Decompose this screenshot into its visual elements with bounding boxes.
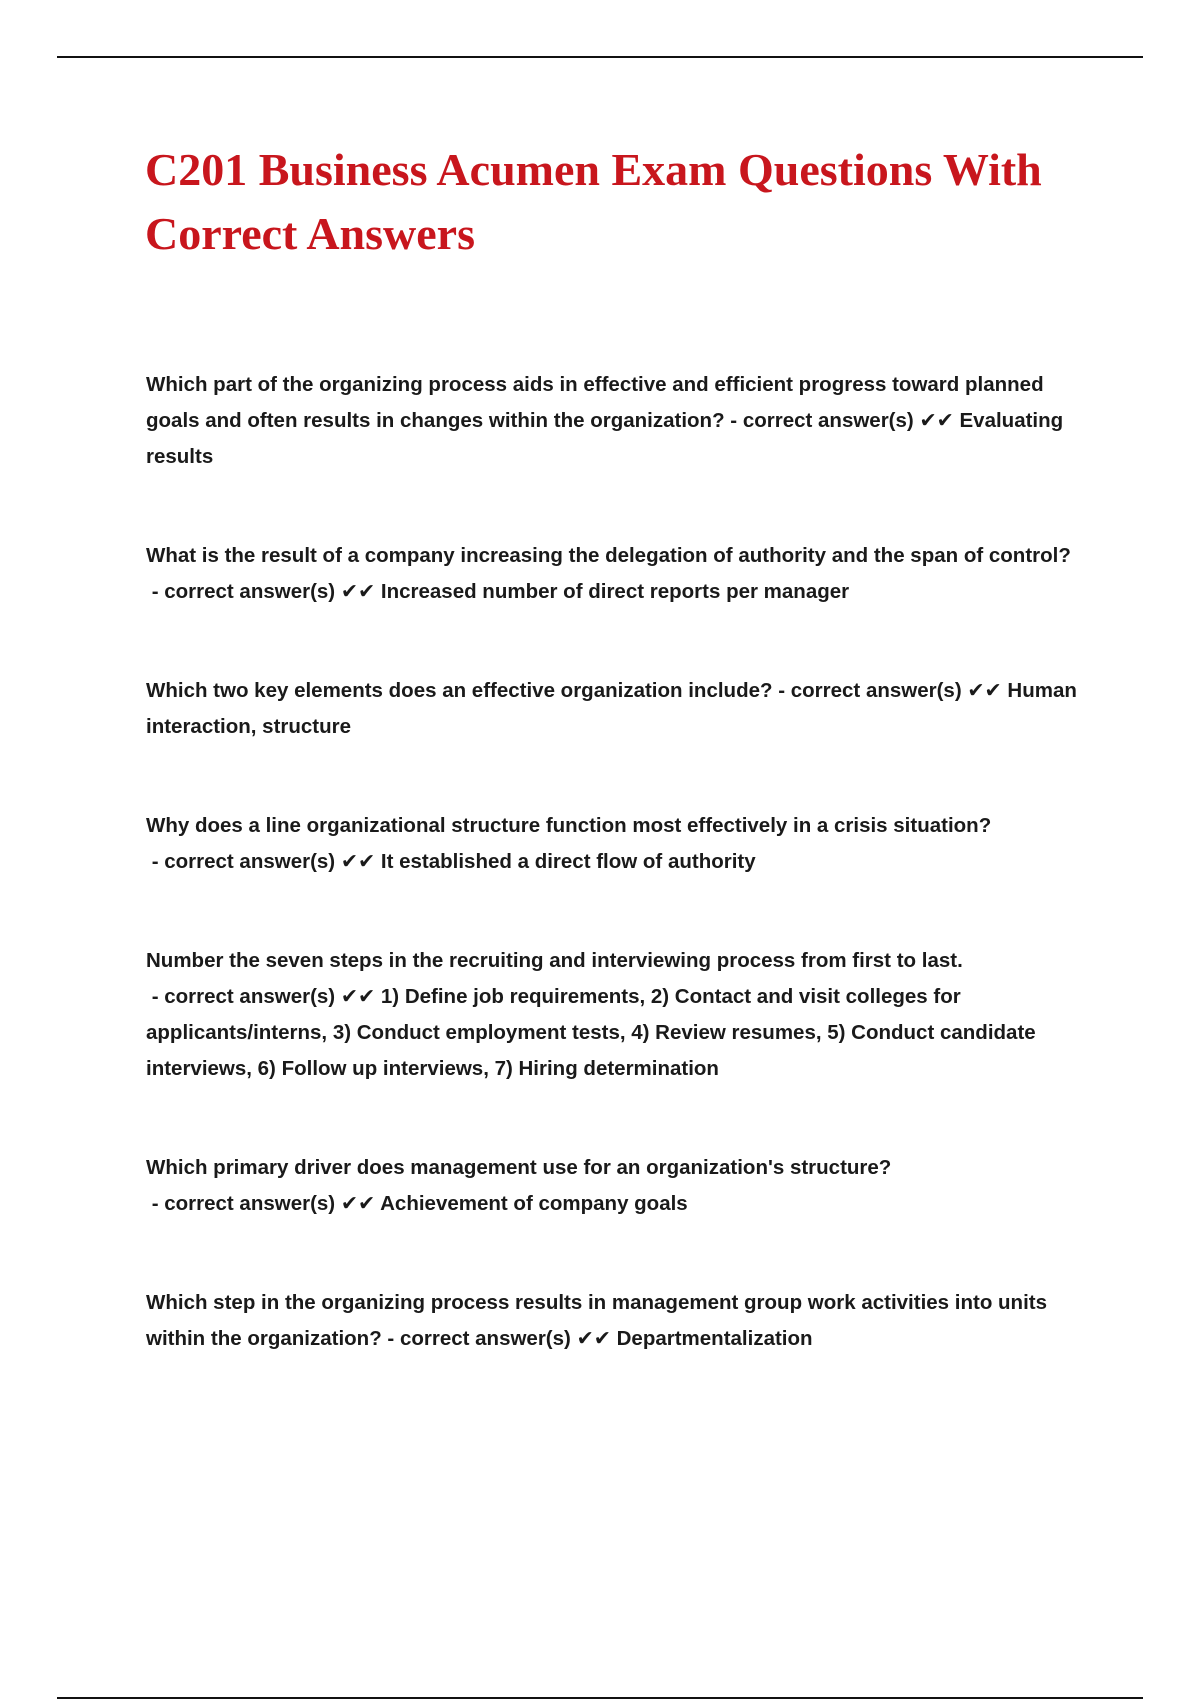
answer-text: Achievement of company goals [380,1192,688,1215]
answer-text: Human interaction, structure [146,679,1077,738]
double-check-icon: ✔✔ [576,1327,611,1350]
question-text: Why does a line organizational structure function most effectively in a crisis situation? [146,814,992,837]
question-text: Number the seven steps in the recruiting and interviewing process from first to last. [146,949,963,972]
question-text: Which two key elements does an effective organization include? [146,679,773,702]
question-text: Which part of the organizing process aids in effective and efficient progress toward planned goals and often results in changes within the organization? [146,373,1044,432]
answer-text: Departmentalization [616,1327,813,1350]
qa-item-6 [146,1150,1096,1222]
top-rule [57,56,1143,58]
qa-item-7 [146,1285,1096,1357]
qa-item-3 [146,673,1096,745]
answer-text: 1) Define job requirements, 2) Contact and visit colleges for applicants/interns, 3) Conduct employment tests, 4) Review resumes, 5) Conduct candidate interviews, 6) Follow up interviews, 7) Hiring determination [146,985,1036,1080]
question-text: What is the result of a company increasing the delegation of authority and the span of control? [146,544,1071,567]
answer-marker: - correct answer(s) [146,580,341,603]
double-check-icon: ✔✔ [919,409,954,432]
double-check-icon: ✔✔ [967,679,1002,702]
answer-marker: - correct answer(s) [146,1192,341,1215]
qa-item-1 [146,367,1096,475]
answer-text: Evaluating results [146,409,1064,468]
answer-text: Increased number of direct reports per manager [380,580,850,603]
qa-item-5 [146,943,1096,1087]
qa-item-2 [146,538,1096,610]
question-text: Which step in the organizing process results in management group work activities into units within the organization? [146,1291,1047,1350]
double-check-icon: ✔✔ [340,985,376,1008]
page-title: C201 Business Acumen Exam Questions With Correct Answers [145,144,1042,259]
answer-marker: - correct answer(s) [146,850,341,873]
answer-marker: - correct answer(s) [146,985,341,1008]
double-check-icon: ✔✔ [340,1192,376,1215]
qa-item-4 [146,808,1096,880]
qa-list [146,367,1096,1357]
answer-marker: - correct answer(s) [724,409,920,432]
answer-text: It established a direct flow of authority [380,850,756,873]
answer-marker: - correct answer(s) [772,679,968,702]
bottom-rule [57,1697,1143,1699]
answer-marker: - correct answer(s) [381,1327,577,1350]
question-text: Which primary driver does management use for an organization's structure? [146,1156,892,1179]
double-check-icon: ✔✔ [340,580,376,603]
double-check-icon: ✔✔ [340,850,376,873]
